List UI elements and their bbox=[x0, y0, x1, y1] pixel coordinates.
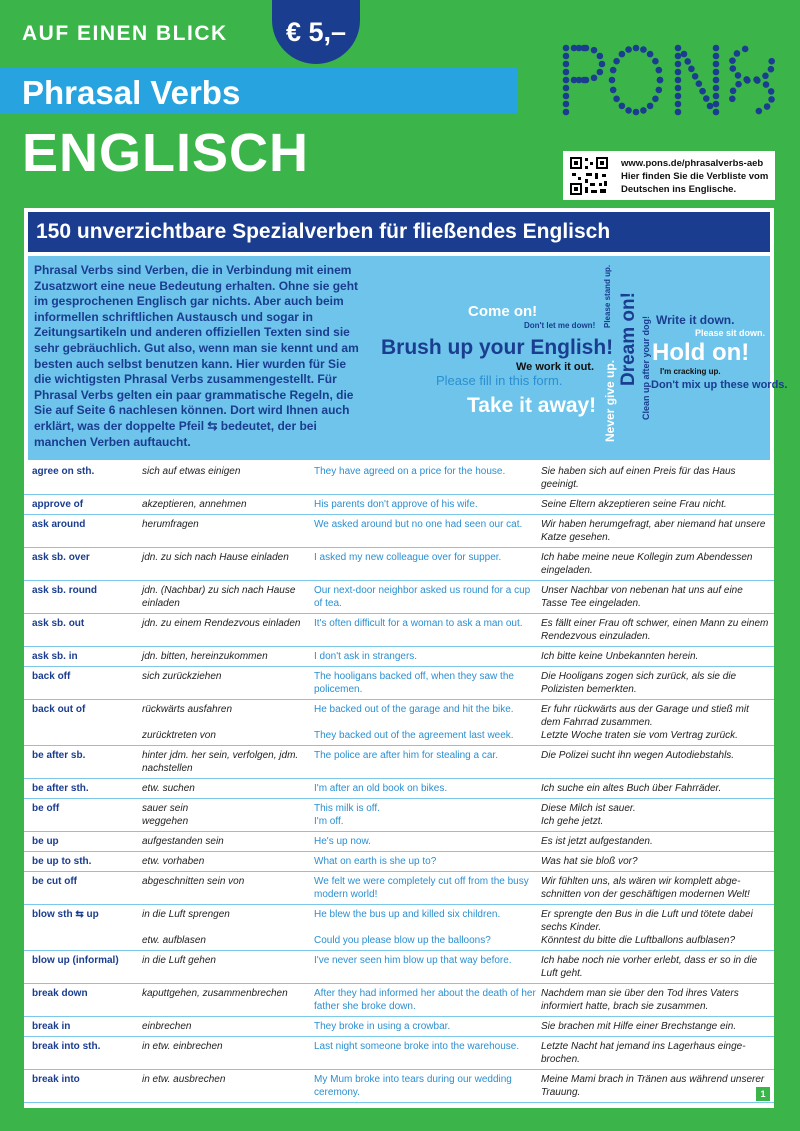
german-cell-line: jdn. bitten, hereinzukommen bbox=[142, 651, 268, 662]
table-row bbox=[24, 700, 774, 746]
intro-box bbox=[28, 256, 788, 460]
cloud-word: Don't mix up these words. bbox=[651, 379, 788, 391]
example-cell bbox=[314, 1074, 539, 1100]
table-row bbox=[24, 462, 774, 495]
table-row bbox=[24, 647, 774, 667]
example-cell-line: I'm off. bbox=[314, 815, 344, 827]
german-cell bbox=[142, 466, 307, 479]
translation-cell-line: Diese Milch ist sauer. bbox=[541, 803, 636, 814]
table-row bbox=[24, 1017, 774, 1037]
translation-cell-line: Die Polizei sucht ihn wegen Autodiebstahls. bbox=[541, 750, 735, 761]
german-cell bbox=[142, 909, 307, 947]
example-cell bbox=[314, 876, 539, 902]
verb-cell: blow up (informal) bbox=[32, 955, 119, 966]
verb-cell: back out of bbox=[32, 704, 86, 715]
translation-cell-line: Die Hooligans zogen sich zurück, als sie die Polizisten bemerkten. bbox=[541, 671, 737, 695]
german-cell-line: jdn. zu sich nach Hause einladen bbox=[142, 552, 289, 563]
german-cell-line: kaputtgehen, zusammenbrechen bbox=[142, 988, 288, 999]
translation-cell-line: Meine Mami brach in Tränen aus während unserer Trauung. bbox=[541, 1074, 765, 1098]
cloud-word: Please fill in this form. bbox=[436, 373, 563, 388]
example-cell-line: The police are after him for stealing a car. bbox=[314, 750, 498, 761]
example-cell bbox=[314, 803, 539, 829]
german-cell-line: einbrechen bbox=[142, 1021, 192, 1032]
german-cell-line: jdn. (Nachbar) zu sich nach Hause einladen bbox=[142, 585, 296, 609]
example-cell-line: Could you please blow up the balloons? bbox=[314, 934, 491, 946]
cloud-word: Never give up. bbox=[603, 359, 617, 442]
translation-cell-line: Was hat sie bloß vor? bbox=[541, 856, 638, 867]
german-cell-line: jdn. zu einem Rendezvous einladen bbox=[142, 618, 301, 629]
translation-cell-line: Letzte Nacht hat jemand ins Lagerhaus einge-brochen. bbox=[541, 1041, 746, 1065]
example-cell bbox=[314, 519, 539, 532]
example-cell bbox=[314, 1021, 539, 1034]
german-cell bbox=[142, 876, 307, 889]
translation-cell-line: Es fällt einer Frau oft schwer, einen Mann zu einem Rendezvous einzuladen. bbox=[541, 618, 769, 642]
translation-cell bbox=[541, 909, 769, 947]
german-cell-line: in die Luft sprengen bbox=[142, 909, 230, 920]
subtitle: Phrasal Verbs bbox=[22, 74, 241, 111]
german-cell-line bbox=[142, 922, 307, 935]
verb-cell: be after sb. bbox=[32, 750, 86, 761]
german-cell bbox=[142, 1074, 307, 1087]
german-cell bbox=[142, 585, 307, 611]
cloud-word: Don't let me down! bbox=[524, 321, 596, 330]
qr-box bbox=[563, 151, 775, 200]
table-row bbox=[24, 779, 774, 799]
translation-cell bbox=[541, 876, 769, 902]
example-cell-line: They backed out of the agreement last week. bbox=[314, 729, 514, 741]
translation-cell bbox=[541, 651, 769, 664]
cloud-word: Come on! bbox=[468, 303, 538, 320]
german-cell-line: sich auf etwas einigen bbox=[142, 466, 241, 477]
german-cell-line bbox=[142, 717, 307, 730]
verb-cell: ask around bbox=[32, 519, 86, 530]
verb-table bbox=[24, 462, 774, 1103]
verb-cell: ask sb. round bbox=[32, 585, 98, 596]
german-cell bbox=[142, 618, 307, 631]
german-cell-line: in etw. ausbrechen bbox=[142, 1074, 226, 1085]
german-cell-line: sauer sein bbox=[142, 803, 189, 814]
german-cell bbox=[142, 783, 307, 796]
german-cell bbox=[142, 704, 307, 742]
qr-code-icon bbox=[569, 156, 609, 196]
table-row bbox=[24, 872, 774, 905]
verb-cell: be up bbox=[32, 836, 59, 847]
german-cell bbox=[142, 750, 307, 776]
translation-cell-line: Ich bitte keine Unbekannten herein. bbox=[541, 651, 699, 662]
german-cell bbox=[142, 856, 307, 869]
german-cell-line: etw. aufblasen bbox=[142, 934, 206, 946]
translation-cell-line: Ich suche ein altes Buch über Fahrräder. bbox=[541, 783, 722, 794]
example-cell bbox=[314, 750, 539, 763]
translation-cell-line: Ich habe meine neue Kollegin zum Abendessen eingeladen. bbox=[541, 552, 753, 576]
example-cell bbox=[314, 552, 539, 565]
example-cell-line: He blew the bus up and killed six children. bbox=[314, 909, 501, 920]
verb-cell: agree on sth. bbox=[32, 466, 95, 477]
qr-text bbox=[621, 157, 768, 196]
example-cell-line: I don't ask in strangers. bbox=[314, 651, 418, 662]
qr-line: Hier finden Sie die Verbliste vom bbox=[621, 171, 769, 182]
table-row bbox=[24, 495, 774, 515]
table-row bbox=[24, 581, 774, 614]
translation-cell bbox=[541, 552, 769, 578]
pons-logo bbox=[558, 40, 780, 120]
translation-cell bbox=[541, 466, 769, 492]
panel-heading: 150 unverzichtbare Spezialverben für fließendes Englisch bbox=[28, 212, 770, 252]
translation-cell bbox=[541, 783, 769, 796]
page-number: 1 bbox=[756, 1087, 770, 1101]
example-cell-line: We asked around but no one had seen our cat. bbox=[314, 519, 523, 530]
cloud-word: Take it away! bbox=[467, 394, 597, 417]
translation-cell-line: Sie brachen mit Hilfe einer Brechstange ein. bbox=[541, 1021, 737, 1032]
table-row bbox=[24, 614, 774, 647]
table-row bbox=[24, 905, 774, 951]
intro-text: Phrasal Verbs sind Verben, die in Verbindung mit einem Zusatzwort eine neue Bedeutung erhalten. Ohne sie geht im gesprochenen Englisch gar nichts. Aber auch beim informellen schriftlichen Austausch und sogar in Zeitungsartikeln und anderen offiziellen Texten sind sie sehr gebräuchlich. Gut also, wenn man sie kennt und am besten auch selbst benutzen kann. Hier wurden für Sie die wichtigsten Phrasal Verbs zusammengestellt. Für Phrasal Verbs gelten ein paar grammatische Regeln, die Sie auf Seite 6 nachlesen können. Dort wird Ihnen auch erklärt, was der doppelte Pfeil ⇆ bedeutet, der bei manchen Verben auftaucht. bbox=[34, 263, 359, 449]
translation-cell bbox=[541, 955, 769, 981]
table-row bbox=[24, 746, 774, 779]
example-cell-line: He backed out of the garage and hit the bike. bbox=[314, 704, 514, 715]
example-cell-line: They broke in using a crowbar. bbox=[314, 1021, 451, 1032]
example-cell-line: This milk is off. bbox=[314, 803, 380, 814]
example-cell-line: We felt we were completely cut off from the busy modern world! bbox=[314, 876, 529, 900]
table-row bbox=[24, 799, 774, 832]
translation-cell-line: Er fuhr rückwärts aus der Garage und stieß mit dem Fahrrad zusammen. bbox=[541, 704, 749, 728]
translation-cell bbox=[541, 1041, 769, 1067]
german-cell-line: sich zurückziehen bbox=[142, 671, 222, 682]
example-cell bbox=[314, 671, 539, 697]
german-cell bbox=[142, 988, 307, 1001]
cloud-word: Please sit down. bbox=[695, 328, 766, 338]
cloud-word: Write it down. bbox=[656, 313, 735, 327]
top-label: AUF EINEN BLICK bbox=[22, 22, 228, 45]
example-cell-line: Our next-door neighbor asked us round for a cup of tea. bbox=[314, 585, 531, 609]
german-cell bbox=[142, 499, 307, 512]
german-cell bbox=[142, 803, 307, 829]
translation-cell-line: Unser Nachbar von nebenan hat uns auf eine Tasse Tee eingeladen. bbox=[541, 585, 743, 609]
german-cell-line: aufgestanden sein bbox=[142, 836, 224, 847]
translation-cell bbox=[541, 750, 769, 763]
cloud-word: We work it out. bbox=[516, 361, 595, 373]
verb-cell: ask sb. in bbox=[32, 651, 78, 662]
cloud-word: Clean up after your dog! bbox=[641, 315, 651, 420]
translation-cell bbox=[541, 836, 769, 849]
cloud-word: I'm cracking up. bbox=[660, 367, 721, 376]
verb-cell: back off bbox=[32, 671, 71, 682]
translation-cell-line: Er sprengte den Bus in die Luft und tötete dabei sechs Kinder. bbox=[541, 909, 753, 933]
table-row bbox=[24, 1037, 774, 1070]
translation-cell bbox=[541, 988, 769, 1014]
example-cell-line: He's up now. bbox=[314, 836, 371, 847]
verb-cell: break down bbox=[32, 988, 88, 999]
example-cell bbox=[314, 1041, 539, 1054]
content-panel bbox=[24, 208, 788, 1108]
table-row bbox=[24, 667, 774, 700]
example-cell-line: They have agreed on a price for the house. bbox=[314, 466, 506, 477]
example-cell-line: After they had informed her about the death of her father she broke down. bbox=[314, 988, 536, 1012]
translation-cell-line: Sie haben sich auf einen Preis für das Haus geeinigt. bbox=[541, 466, 736, 490]
german-cell-line: abgeschnitten sein von bbox=[142, 876, 245, 887]
german-cell bbox=[142, 1021, 307, 1034]
example-cell-line: His parents don't approve of his wife. bbox=[314, 499, 478, 510]
table-row bbox=[24, 548, 774, 581]
translation-cell bbox=[541, 499, 769, 512]
verb-cell: be up to sth. bbox=[32, 856, 92, 867]
page-title: ENGLISCH bbox=[22, 123, 310, 183]
german-cell-line: etw. vorhaben bbox=[142, 856, 205, 867]
verb-cell: be off bbox=[32, 803, 60, 814]
translation-cell bbox=[541, 519, 769, 545]
translation-cell bbox=[541, 1021, 769, 1034]
verb-cell: ask sb. over bbox=[32, 552, 90, 563]
qr-url[interactable]: www.pons.de/phrasalverbs-aeb bbox=[621, 158, 764, 169]
table-row bbox=[24, 1070, 774, 1103]
german-cell-line: herumfragen bbox=[142, 519, 199, 530]
german-cell bbox=[142, 651, 307, 664]
example-cell-line: I asked my new colleague over for supper. bbox=[314, 552, 502, 563]
verb-cell: break into sth. bbox=[32, 1041, 101, 1052]
example-cell bbox=[314, 909, 539, 947]
german-cell-line: in die Luft gehen bbox=[142, 955, 216, 966]
german-cell bbox=[142, 1041, 307, 1054]
translation-cell-line: Ich gehe jetzt. bbox=[541, 815, 604, 827]
translation-cell-line: Könntest du bitte die Luftballons aufblasen? bbox=[541, 934, 736, 946]
price-badge: € 5,– bbox=[272, 0, 360, 64]
verb-cell: break in bbox=[32, 1021, 71, 1032]
cloud-word: Hold on! bbox=[652, 339, 750, 366]
translation-cell-line: Letzte Woche traten sie vom Vertrag zurück. bbox=[541, 729, 738, 741]
example-cell-line: I've never seen him blow up that way before. bbox=[314, 955, 512, 966]
translation-cell bbox=[541, 585, 769, 611]
example-cell-line bbox=[314, 717, 539, 730]
german-cell-line: hinter jdm. her sein, verfolgen, jdm. nachstellen bbox=[142, 750, 299, 774]
translation-cell-line: Es ist jetzt aufgestanden. bbox=[541, 836, 653, 847]
verb-cell: be cut off bbox=[32, 876, 77, 887]
table-row bbox=[24, 951, 774, 984]
example-cell bbox=[314, 585, 539, 611]
example-cell-line: My Mum broke into tears during our wedding ceremony. bbox=[314, 1074, 512, 1098]
example-cell bbox=[314, 836, 539, 849]
table-row bbox=[24, 984, 774, 1017]
cloud-word: Dream on! bbox=[618, 292, 639, 386]
german-cell bbox=[142, 519, 307, 532]
german-cell bbox=[142, 671, 307, 684]
example-cell-line bbox=[314, 922, 539, 935]
german-cell-line: in etw. einbrechen bbox=[142, 1041, 223, 1052]
cloud-word: Brush up your English! bbox=[381, 336, 614, 359]
translation-cell bbox=[541, 1074, 769, 1100]
german-cell-line: etw. suchen bbox=[142, 783, 195, 794]
example-cell bbox=[314, 856, 539, 869]
german-cell bbox=[142, 836, 307, 849]
translation-cell bbox=[541, 704, 769, 742]
example-cell bbox=[314, 466, 539, 479]
example-cell bbox=[314, 704, 539, 742]
translation-cell bbox=[541, 671, 769, 697]
table-row bbox=[24, 832, 774, 852]
verb-cell: blow sth ⇆ up bbox=[32, 909, 99, 920]
translation-cell bbox=[541, 856, 769, 869]
example-cell bbox=[314, 499, 539, 512]
example-cell-line: I'm after an old book on bikes. bbox=[314, 783, 448, 794]
translation-cell bbox=[541, 618, 769, 644]
table-row bbox=[24, 515, 774, 548]
german-cell bbox=[142, 552, 307, 565]
translation-cell-line: Wir haben herumgefragt, aber niemand hat unsere Katze gesehen. bbox=[541, 519, 766, 543]
example-cell bbox=[314, 783, 539, 796]
example-cell-line: It's often difficult for a woman to ask a man out. bbox=[314, 618, 523, 629]
translation-cell bbox=[541, 803, 769, 829]
word-cloud bbox=[354, 256, 788, 460]
verb-cell: be after sth. bbox=[32, 783, 89, 794]
translation-cell-line: Seine Eltern akzeptieren seine Frau nicht. bbox=[541, 499, 727, 510]
translation-cell-line: Nachdem man sie über den Tod ihres Vaters informiert hatte, brach sie zusammen. bbox=[541, 988, 739, 1012]
verb-cell: approve of bbox=[32, 499, 84, 510]
cloud-word: Please stand up. bbox=[603, 264, 612, 328]
verb-cell: ask sb. out bbox=[32, 618, 85, 629]
qr-line: Deutschen ins Englische. bbox=[621, 184, 737, 195]
german-cell-line: akzeptieren, annehmen bbox=[142, 499, 247, 510]
german-cell-line: zurücktreten von bbox=[142, 729, 216, 741]
translation-cell-line: Ich habe noch nie vorher erlebt, dass er so in die Luft geht. bbox=[541, 955, 758, 979]
example-cell bbox=[314, 988, 539, 1014]
example-cell-line: The hooligans backed off, when they saw the policemen. bbox=[314, 671, 514, 695]
verb-cell: break into bbox=[32, 1074, 80, 1085]
example-cell-line: What on earth is she up to? bbox=[314, 856, 437, 867]
translation-cell-line: Wir fühlten uns, als wären wir komplett abge-schnitten von der geschäftigen modernen Welt! bbox=[541, 876, 750, 900]
german-cell bbox=[142, 955, 307, 968]
table-row bbox=[24, 852, 774, 872]
german-cell-line: rückwärts ausfahren bbox=[142, 704, 233, 715]
german-cell-line: weggehen bbox=[142, 815, 189, 827]
example-cell bbox=[314, 955, 539, 968]
example-cell bbox=[314, 618, 539, 631]
example-cell-line: Last night someone broke into the warehouse. bbox=[314, 1041, 520, 1052]
example-cell bbox=[314, 651, 539, 664]
